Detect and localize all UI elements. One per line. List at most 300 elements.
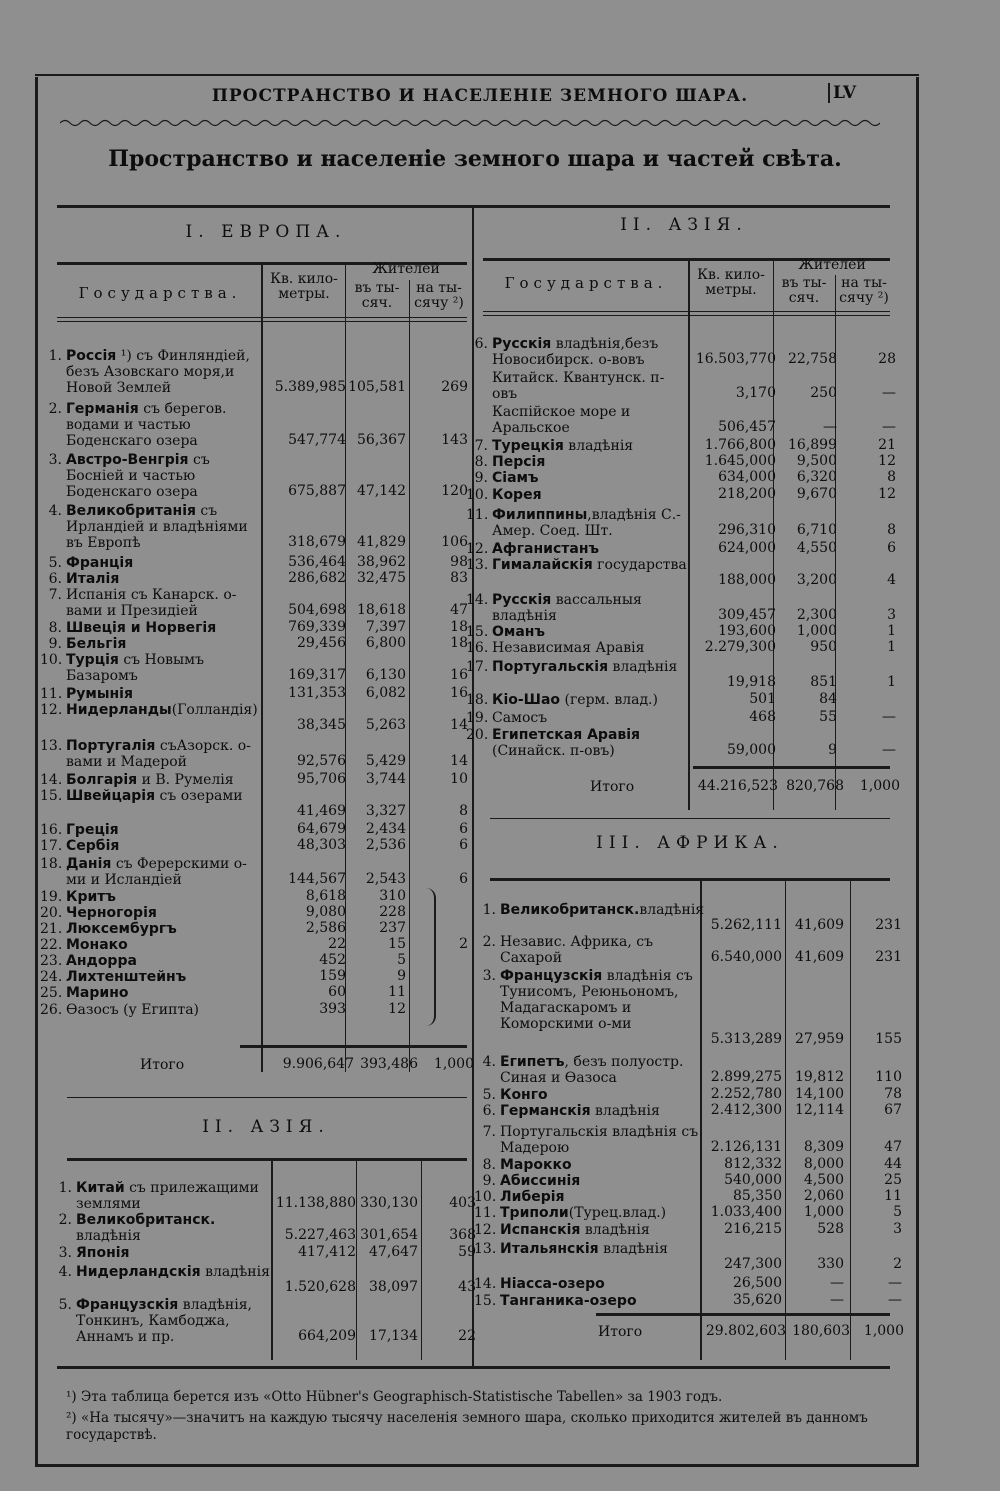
value-pop: — (830, 1292, 844, 1308)
state-name (66, 571, 266, 587)
europe-col-per: на ты-сячу ²) (414, 280, 464, 311)
value-pop: 16,899 (788, 437, 837, 453)
state-name-bold: Французскія (500, 968, 603, 984)
value-per: 8 (887, 522, 896, 538)
state-name-bold: Черногорія (66, 905, 157, 921)
value-area: 95,706 (297, 771, 346, 787)
state-name (492, 438, 688, 454)
value-pop: 7,397 (365, 619, 406, 635)
asia-col-area: Кв. кило-метры. (697, 267, 765, 298)
value-area: 634,000 (718, 469, 776, 485)
africa-rule (490, 878, 890, 881)
value-per: 4 (887, 572, 896, 588)
value-area: 547,774 (288, 432, 346, 448)
state-name-bold: Великобританск. (500, 902, 640, 918)
value-area: 35,620 (733, 1292, 782, 1308)
value-per: 120 (441, 483, 468, 499)
value-area: 188,000 (718, 572, 776, 588)
value-area: 468 (749, 709, 776, 725)
value-pop: 4,500 (803, 1172, 844, 1188)
state-name-rest: (герм. влад.) (560, 692, 658, 708)
value-area: 59,000 (727, 742, 776, 758)
value-pop: 9 (397, 968, 406, 984)
state-name (66, 1002, 266, 1018)
value-per: — (882, 742, 896, 758)
value-pop: 2,434 (365, 821, 406, 837)
value-area: 664,209 (298, 1328, 356, 1344)
state-name-bold: Французскія (76, 1297, 179, 1313)
value-pop: — (823, 419, 837, 435)
state-name (66, 905, 266, 921)
row-number: 3. (482, 968, 496, 984)
state-name-rest: владѣнія, Тонкинъ, Камбоджа, Аннамъ и пр. (76, 1297, 252, 1345)
value-pop: 41,829 (357, 534, 406, 550)
row-number: 9. (474, 470, 488, 486)
value-pop: 12 (388, 1001, 406, 1017)
value-per: 78 (884, 1086, 902, 1102)
row-number: 15. (40, 788, 63, 804)
value-pop: 6,082 (365, 685, 406, 701)
state-name-bold: Русскія (492, 336, 552, 352)
row-number: 16. (466, 640, 489, 656)
value-area: 540,000 (724, 1172, 782, 1188)
state-name-rest: (Турец.влад.) (568, 1205, 667, 1221)
state-name-bold: Нидерланды (66, 702, 172, 718)
value-per: 59 (458, 1244, 476, 1260)
value-pop: 237 (379, 920, 406, 936)
state-name-bold: Египетъ (500, 1054, 565, 1070)
row-number: 25. (40, 985, 63, 1001)
state-name-bold: Триполи (500, 1205, 569, 1221)
row-number: 20. (466, 727, 489, 743)
row-number: 6. (482, 1103, 496, 1119)
state-name (500, 1054, 700, 1086)
state-name (500, 1189, 700, 1205)
value-pop: 5,263 (365, 717, 406, 733)
state-name-bold: Россія (66, 348, 117, 364)
value-per: 47 (450, 602, 468, 618)
value-area: 5.227,463 (284, 1227, 356, 1243)
state-name (76, 1264, 276, 1280)
asia-right-title: II. АЗІЯ. (620, 215, 748, 235)
africa-total-pop: 180,603 (792, 1323, 850, 1339)
value-area: 169,317 (288, 667, 346, 683)
state-name (500, 1103, 700, 1119)
running-title: ПРОСТРАНСТВО И НАСЕЛЕНІЕ ЗЕМНОГО ШАРА. (211, 86, 749, 106)
state-name-bold: Андорра (66, 953, 137, 969)
state-name-bold: Швейцарія (66, 788, 156, 804)
value-per: — (882, 709, 896, 725)
row-number: 15. (466, 624, 489, 640)
state-name-bold: Нидерландскія (76, 1264, 201, 1280)
state-name-rest: владѣнія (580, 1222, 650, 1238)
value-area: 131,353 (288, 685, 346, 701)
state-name-bold: Португальскія (492, 659, 609, 675)
value-per: 6 (459, 821, 468, 837)
row-number: 19. (40, 889, 63, 905)
state-name-rest: (Синайск. п-овъ) (492, 743, 615, 759)
value-per: 10 (450, 771, 468, 787)
state-name-rest: владѣнія,безъ Новосибирск. о-вовъ (492, 336, 659, 368)
page-number: LV (828, 83, 856, 103)
footnote-1: ¹) Эта таблица берется изъ «Otto Hübner's Geographisch-Statistische Tabellen» за 1903 годъ. (66, 1389, 723, 1405)
value-pop: 250 (810, 385, 837, 401)
state-name-bold: Люксембургъ (66, 921, 177, 937)
row-number: 11. (40, 686, 63, 702)
state-name-rest: ,владѣнія С.-Амер. Соед. Шт. (492, 507, 681, 539)
state-name-rest: владѣнія (590, 1103, 660, 1119)
value-pop: 38,097 (369, 1279, 418, 1295)
row-number: 17. (466, 659, 489, 675)
value-area: 2.412,300 (710, 1102, 782, 1118)
state-name-bold: Италія (66, 571, 120, 587)
value-pop: 330,130 (360, 1195, 418, 1211)
value-per: 44 (884, 1156, 902, 1172)
value-area: 9,080 (305, 904, 346, 920)
state-name-rest: владѣнія (598, 1241, 668, 1257)
state-name-bold: Турецкія (492, 438, 564, 454)
row-number: 4. (58, 1264, 72, 1280)
state-name-bold: Либерія (500, 1189, 565, 1205)
state-name-bold: Великобританія (66, 503, 196, 519)
value-pop: 32,475 (357, 570, 406, 586)
row-number: 11. (474, 1205, 497, 1221)
state-name-rest: съ Босніей и частью Боденскаго озера (66, 452, 210, 500)
value-pop: 2,543 (365, 871, 406, 887)
state-name-bold: Корея (492, 487, 542, 503)
value-per: 67 (884, 1102, 902, 1118)
africa-total-area: 29.802,603 (705, 1323, 786, 1339)
state-name-rest: съ прилежащими землями (76, 1180, 259, 1212)
state-name (492, 507, 688, 539)
row-number: 7. (48, 587, 62, 603)
asia-total-area: 44.216,523 (697, 778, 778, 794)
state-name-rest: Португальскія владѣнія съ Мадерою (500, 1124, 699, 1156)
asia-col-per: на ты-сячу ²) (839, 275, 889, 306)
state-name (66, 702, 266, 718)
footnote-rule (57, 1366, 890, 1369)
value-per: 16 (450, 685, 468, 701)
state-name-rest: Каспійское море и Аральское (492, 404, 631, 436)
value-per: 14 (450, 753, 468, 769)
europe-total-rule (240, 1045, 467, 1048)
row-number: 21. (40, 921, 63, 937)
state-name (66, 587, 266, 619)
state-name (76, 1212, 276, 1244)
value-area: 6.540,000 (710, 949, 782, 965)
value-area: 1.766,800 (704, 437, 776, 453)
row-number: 4. (482, 1054, 496, 1070)
value-pop: 4,550 (796, 540, 837, 556)
row-number: 9. (48, 636, 62, 652)
africa-title: III. АФРИКА. (596, 833, 784, 853)
state-name-bold: Испанскія (500, 1222, 581, 1238)
state-name-rest: Испанія съ Канарск. о-вами и Президіей (66, 587, 237, 619)
value-pop: 330 (817, 1256, 844, 1272)
row-number: 10. (40, 652, 63, 668)
state-name-rest: владѣнія (200, 1264, 270, 1280)
europe-title: I. ЕВРОПА. (185, 222, 347, 242)
value-pop: 105,581 (348, 379, 406, 395)
value-pop: 3,200 (796, 572, 837, 588)
state-name (492, 541, 688, 557)
value-area: 26,500 (733, 1275, 782, 1291)
state-name-bold: Ніасса-озеро (500, 1276, 605, 1292)
value-area: 812,332 (724, 1156, 782, 1172)
value-area: 29,456 (297, 635, 346, 651)
row-number: 26. (40, 1002, 63, 1018)
value-pop: 1,000 (796, 623, 837, 639)
value-per: 25 (884, 1172, 902, 1188)
state-name-rest: ¹) съ Финляндіей, безъ Азовскаго моря,и Новой Землей (66, 348, 250, 396)
state-name (76, 1180, 276, 1212)
row-number: 18. (40, 856, 63, 872)
value-per: 110 (875, 1069, 902, 1085)
state-name (492, 370, 688, 402)
state-name-bold: Кіо-Шао (492, 692, 561, 708)
value-area: 48,303 (297, 837, 346, 853)
asia-header-bottom2 (483, 315, 890, 316)
row-number: 2. (48, 401, 62, 417)
row-number: 5. (482, 1087, 496, 1103)
value-area: 41,469 (297, 803, 346, 819)
africa-total-per: 1,000 (863, 1323, 904, 1339)
row-number: 8. (474, 454, 488, 470)
state-name (492, 710, 688, 726)
value-per: — (882, 385, 896, 401)
asia-col-state: Государства. (504, 274, 668, 292)
value-area: 769,339 (288, 619, 346, 635)
state-name-rest: владѣнія съ Тунисомъ, Реюньономъ, Мадагаскаромъ и Коморскими о-ми (500, 968, 693, 1032)
value-area: 5.313,289 (710, 1031, 782, 1047)
value-area: 92,576 (297, 753, 346, 769)
value-pop: 11 (388, 984, 406, 1000)
row-number: 3. (58, 1245, 72, 1261)
value-per: 12 (878, 453, 896, 469)
state-name-rest: съ Новымъ Базаромъ (66, 652, 204, 684)
value-area: 144,567 (288, 871, 346, 887)
value-pop: 1,000 (803, 1204, 844, 1220)
state-name-bold: Итальянскія (500, 1241, 599, 1257)
state-name-rest: Независимая Аравія (492, 640, 645, 656)
value-pop: 47,142 (357, 483, 406, 499)
state-name (500, 1276, 700, 1292)
state-name (66, 555, 266, 571)
value-pop: 2,060 (803, 1188, 844, 1204)
value-per: 98 (450, 554, 468, 570)
state-name-bold: Сіамъ (492, 470, 539, 486)
value-pop: 41,609 (795, 917, 844, 933)
state-name-bold: Болгарія (66, 772, 138, 788)
value-per: 403 (449, 1195, 476, 1211)
value-per: 12 (878, 486, 896, 502)
state-name-bold: Бельгія (66, 636, 127, 652)
state-name-rest: Независ. Африка, съ Сахарой (500, 934, 654, 966)
value-pop: 3,744 (365, 771, 406, 787)
value-per: 8 (887, 469, 896, 485)
value-pop: 8,000 (803, 1156, 844, 1172)
state-name-bold: Швеція и Норвегія (66, 620, 217, 636)
value-area: 193,600 (718, 623, 776, 639)
state-name (66, 889, 266, 905)
value-pop: 528 (817, 1221, 844, 1237)
value-per: 6 (887, 540, 896, 556)
state-name (492, 470, 688, 486)
state-name-bold: Афганистанъ (492, 541, 600, 557)
state-name-rest: и В. Румелія (137, 772, 234, 788)
value-per: 231 (875, 949, 902, 965)
value-area: 85,350 (733, 1188, 782, 1204)
value-pop: 14,100 (795, 1086, 844, 1102)
state-name (66, 838, 266, 854)
state-name-bold: Критъ (66, 889, 116, 905)
europe-total-pop: 393,486 (360, 1056, 418, 1072)
value-area: 506,457 (718, 419, 776, 435)
value-area: 2.899,275 (710, 1069, 782, 1085)
row-number: 12. (474, 1222, 497, 1238)
state-name (66, 738, 266, 770)
row-number: 3. (48, 452, 62, 468)
row-number: 12. (466, 541, 489, 557)
row-number: 9. (482, 1173, 496, 1189)
row-number: 6. (48, 571, 62, 587)
state-name (492, 404, 688, 436)
value-area: 2.252,780 (710, 1086, 782, 1102)
value-pop: 228 (379, 904, 406, 920)
state-name-rest: съАзорск. о-вами и Мадерой (66, 738, 251, 770)
row-number: 23. (40, 953, 63, 969)
state-name-rest: владѣнія (608, 659, 678, 675)
state-name-bold: Лихтенштейнъ (66, 969, 187, 985)
state-name-bold: Абиссинія (500, 1173, 581, 1189)
footnote-2: ²) «На тысячу»—значитъ на каждую тысячу населенія земного шара, сколько приходится жителей въ данномъ государствѣ. (66, 1410, 868, 1443)
state-name-bold: Сербія (66, 838, 120, 854)
row-number: 8. (482, 1157, 496, 1173)
row-number: 5. (58, 1297, 72, 1313)
state-name (500, 1241, 700, 1257)
state-name-rest: съ озерами (155, 788, 243, 804)
row-number: 13. (40, 738, 63, 754)
value-pop: 27,959 (795, 1031, 844, 1047)
row-number: 15. (474, 1293, 497, 1309)
africa-total-label: Итого (598, 1324, 643, 1340)
state-name-rest: владѣнія (76, 1228, 141, 1244)
state-name-bold: Русскія (492, 592, 552, 608)
state-name (66, 969, 266, 985)
state-name-bold: Филиппины (492, 507, 588, 523)
europe-col-thousands: въ ты-сяч. (354, 280, 400, 311)
state-name-rest: съ берегов. водами и частью Боденскаго озера (66, 401, 227, 449)
value-area: 504,698 (288, 602, 346, 618)
value-pop: 2,536 (365, 837, 406, 853)
state-name (66, 620, 266, 636)
value-pop: 310 (379, 888, 406, 904)
value-per: 143 (441, 432, 468, 448)
state-name-bold: Греція (66, 822, 119, 838)
value-area: 2.279,300 (704, 639, 776, 655)
value-area: 501 (749, 691, 776, 707)
value-pop: 22,758 (788, 351, 837, 367)
value-pop: 950 (810, 639, 837, 655)
europe-col-area: Кв. кило-метры. (270, 271, 338, 302)
state-name (500, 1173, 700, 1189)
row-number: 6. (474, 336, 488, 352)
europe-col-inhabitants: Жителей (372, 261, 440, 277)
row-number: 19. (466, 710, 489, 726)
value-per: 368 (449, 1227, 476, 1243)
value-per: 16 (450, 667, 468, 683)
value-area: 1.645,000 (704, 453, 776, 469)
value-per: — (882, 419, 896, 435)
row-number: 22. (40, 937, 63, 953)
state-name (66, 772, 266, 788)
europe-brace (424, 888, 436, 1026)
row-number: 14. (40, 772, 63, 788)
state-name-bold: Оманъ (492, 624, 545, 640)
value-pop: 41,609 (795, 949, 844, 965)
value-pop: 47,647 (369, 1244, 418, 1260)
value-area: 1.033,400 (710, 1204, 782, 1220)
row-number: 20. (40, 905, 63, 921)
value-per: 231 (875, 917, 902, 933)
state-name-bold: Китай (76, 1180, 125, 1196)
value-pop: — (830, 1275, 844, 1291)
state-name (66, 652, 266, 684)
value-area: 296,310 (718, 522, 776, 538)
state-name-bold: Конго (500, 1087, 548, 1103)
value-area: 3,170 (735, 385, 776, 401)
state-name-bold: Австро-Венгрія (66, 452, 189, 468)
value-per: 3 (887, 607, 896, 623)
value-per: 22 (458, 1328, 476, 1344)
value-pop: 19,812 (795, 1069, 844, 1085)
value-per: 18 (450, 619, 468, 635)
main-title: Пространство и населеніе земного шара и частей свѣта. (108, 146, 842, 172)
state-name (492, 454, 688, 470)
asia-total-label: Итого (590, 779, 635, 795)
state-name (492, 659, 688, 675)
top-rule (35, 74, 919, 76)
state-name (492, 336, 688, 368)
value-area: 309,457 (718, 607, 776, 623)
row-number: 17. (40, 838, 63, 854)
value-area: 417,412 (298, 1244, 356, 1260)
row-number: 24. (40, 969, 63, 985)
asia-left-title-rule (67, 1097, 467, 1098)
value-area: 247,300 (724, 1256, 782, 1272)
value-pop: 5,429 (365, 753, 406, 769)
value-per: 155 (875, 1031, 902, 1047)
value-area: 64,679 (297, 821, 346, 837)
value-pop: 6,130 (365, 667, 406, 683)
state-name-bold: Германскія (500, 1103, 591, 1119)
state-name (492, 557, 688, 573)
value-per: 47 (884, 1139, 902, 1155)
row-number: 14. (474, 1276, 497, 1292)
state-name-bold: Гималайскія (492, 557, 593, 573)
state-name-rest: владѣнія (563, 438, 634, 454)
value-per: 1 (887, 674, 896, 690)
row-number: 10. (466, 487, 489, 503)
state-name (66, 788, 266, 804)
state-name (66, 921, 266, 937)
state-name (500, 1087, 700, 1103)
value-per: 28 (878, 351, 896, 367)
state-name (500, 1124, 700, 1156)
row-number: 8. (48, 620, 62, 636)
value-per: 2 (459, 936, 468, 952)
state-name (66, 401, 266, 449)
